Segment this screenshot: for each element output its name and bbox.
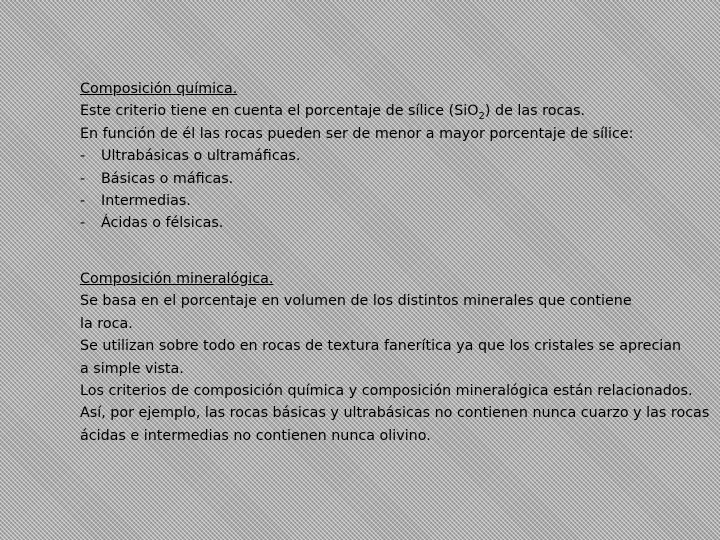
paragraph-line: Se utilizan sobre todo en rocas de textura fanerítica ya que los cristales se aprecian bbox=[80, 338, 682, 355]
classification-intro: En función de él las rocas pueden ser de menor a mayor porcentaje de sílice: bbox=[80, 125, 634, 142]
list-item bbox=[80, 212, 716, 234]
bullet-marker: - bbox=[80, 170, 86, 187]
subscript-2: 2 bbox=[478, 111, 485, 123]
list-item bbox=[80, 145, 716, 167]
list-item bbox=[80, 168, 716, 190]
paragraph-line: la roca. bbox=[80, 315, 133, 332]
criterion-text-post: ) de las rocas. bbox=[484, 103, 586, 120]
paragraph-line: a simple vista. bbox=[80, 360, 184, 377]
section-heading-mineralogical: Composición mineralógica. bbox=[80, 271, 274, 287]
bullet-marker: - bbox=[80, 148, 86, 165]
paragraph-line: Así, por ejemplo, las rocas básicas y ultrabásicas no contienen nunca cuarzo y las rocas bbox=[80, 405, 710, 422]
chemical-composition-section bbox=[80, 78, 716, 235]
criterion-text-pre: Este criterio tiene en cuenta el porcentaje de sílice (SiO bbox=[80, 103, 479, 120]
list-item-text: Ácidas o félsicas. bbox=[101, 215, 224, 232]
bullet-marker: - bbox=[80, 193, 86, 210]
mineralogical-composition-section bbox=[80, 268, 716, 447]
paragraph-line: Los criterios de composición química y composición mineralógica están relacionados. bbox=[80, 383, 693, 400]
list-item-text: Básicas o máficas. bbox=[101, 170, 234, 187]
section-heading-chemical: Composición química. bbox=[80, 81, 238, 97]
bullet-marker: - bbox=[80, 215, 86, 232]
criterion-line bbox=[80, 100, 716, 122]
list-item-text: Ultrabásicas o ultramáficas. bbox=[101, 148, 301, 165]
paragraph-line: Se basa en el porcentaje en volumen de los distintos minerales que contiene bbox=[80, 293, 632, 310]
list-item-text: Intermedias. bbox=[101, 193, 191, 210]
list-item bbox=[80, 190, 716, 212]
paragraph-line: ácidas e intermedias no contienen nunca olivino. bbox=[80, 427, 431, 444]
